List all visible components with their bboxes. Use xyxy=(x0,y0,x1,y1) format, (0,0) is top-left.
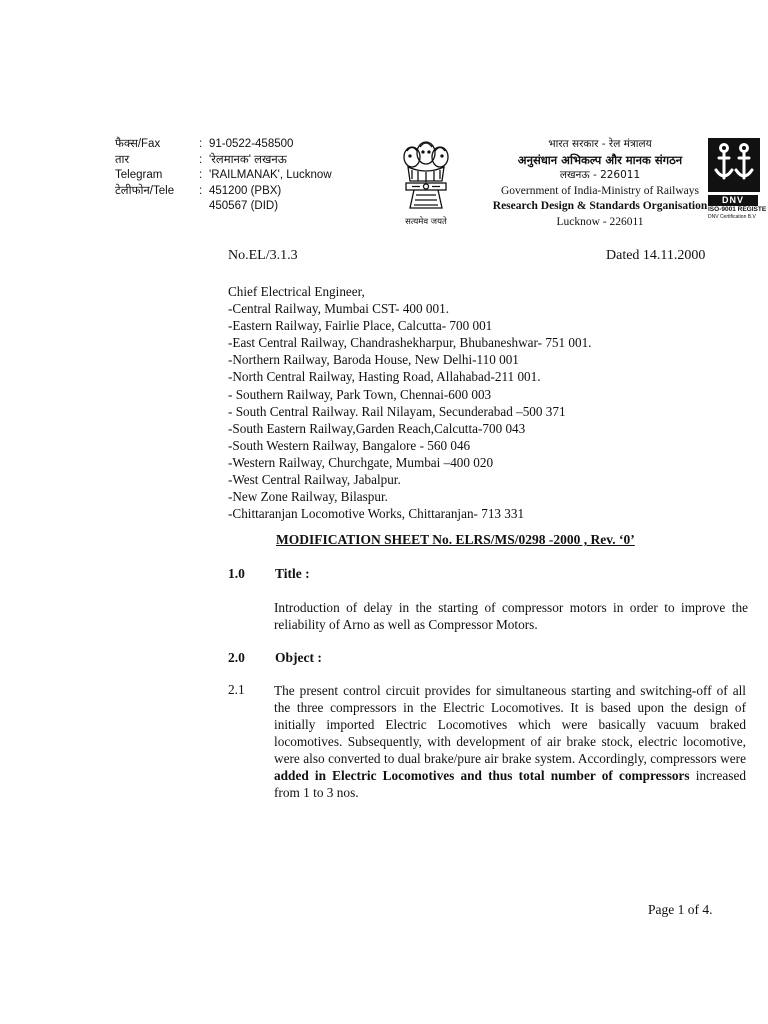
letter-date: Dated 14.11.2000 xyxy=(606,248,706,263)
contact-value: 451200 (PBX) xyxy=(209,184,282,197)
object-paragraph xyxy=(274,682,746,801)
organisation-block xyxy=(486,137,714,230)
addressee-line: -New Zone Railway, Bilaspur. xyxy=(228,489,388,505)
addressee-line: -West Central Railway, Jabalpur. xyxy=(228,472,401,488)
page-number: Page 1 of 4. xyxy=(648,902,713,917)
object-paragraph-end-text: increased from 1 to 3 nos. xyxy=(274,768,746,800)
title-paragraph: Introduction of delay in the starting of compressor motors in order to improve the reliability of Arno as well as Compressor Motors. xyxy=(274,600,748,632)
contact-label: फैक्स/Fax xyxy=(115,138,161,150)
dnv-badge: DNV xyxy=(708,195,758,206)
org-hindi-line3: लखनऊ - 226011 xyxy=(559,169,641,181)
section-number: 2.0 xyxy=(228,650,245,665)
section-number: 1.0 xyxy=(228,566,245,581)
addressee-line: -East Central Railway, Chandrashekharpur, Bhubaneshwar- 751 001. xyxy=(228,335,592,351)
national-emblem xyxy=(396,137,456,229)
contact-row-telegram: Telegram : 'RAILMANAK', Lucknow xyxy=(115,168,332,184)
org-hindi-line1: भारत सरकार - रेल मंत्रालय xyxy=(548,138,652,150)
object-paragraph-text: The present control circuit provides for simultaneous starting and switching-off of all the three compressors in the Electric Locomotives. It is based upon the design of initially imported Electric Locomotives which were basically vacuum braked locomotives. Subsequently, with development of air brake stock, electric locomotive, were also converted to dual brake/pure air brake system. Accordingly, compressors were xyxy=(274,683,746,766)
modification-sheet-title: MODIFICATION SHEET No. ELRS/MS/0298 -2000 , Rev. ‘0’ xyxy=(276,532,635,547)
addressee-line: -Western Railway, Churchgate, Mumbai –400 020 xyxy=(228,454,494,470)
dnv-symbol-box xyxy=(708,138,760,192)
addressee-line: Chief Electrical Engineer, xyxy=(228,284,365,299)
iso-registration-text: ISO-9001 REGISTE xyxy=(708,206,767,213)
addressee-line: -Chittaranjan Locomotive Works, Chittaranjan- 713 331 xyxy=(228,506,525,522)
certification-logo xyxy=(708,138,768,234)
subsection-number: 2.1 xyxy=(228,682,245,697)
contact-row-fax: फैक्स/Fax : 91-0522-458500 xyxy=(115,137,332,153)
contact-label: Telegram xyxy=(115,169,163,181)
contact-row-tele-2 xyxy=(115,199,332,215)
contact-value: 91-0522-458500 xyxy=(209,138,294,150)
addressee-line: - Southern Railway, Park Town, Chennai-600 003 xyxy=(228,386,492,402)
reference-number: No.EL/3.1.3 xyxy=(228,248,298,263)
org-hindi-line2: अनुसंधान अभिकल्प और मानक संगठन xyxy=(517,152,683,167)
addressee-line: -Central Railway, Mumbai CST- 400 001. xyxy=(228,301,449,317)
contact-block xyxy=(115,137,332,215)
contact-row-telegram-hindi: तार : 'रेलमानक' लखनऊ xyxy=(115,153,332,169)
org-english-line1: Government of India-Ministry of Railways xyxy=(500,184,699,197)
org-english-line3: Lucknow - 226011 xyxy=(556,215,644,228)
section-heading: Object : xyxy=(275,650,322,665)
certification-body-text: DNV Certification B.V xyxy=(708,214,756,220)
addressee-list xyxy=(228,283,591,522)
addressee-line: -Northern Railway, Baroda House, New Delhi-110 001 xyxy=(228,352,519,368)
section-heading: Title : xyxy=(275,566,310,581)
org-english-line2: Research Design & Standards Organisation xyxy=(492,200,708,212)
contact-row-tele: टेलीफोन/Tele : 451200 (PBX) xyxy=(115,184,332,200)
addressee-line: -Eastern Railway, Fairlie Place, Calcutta- 700 001 xyxy=(228,318,493,334)
addressee-line: -South Western Railway, Bangalore - 560 046 xyxy=(228,437,471,453)
contact-value: 'रेलमानक' लखनऊ xyxy=(209,153,287,166)
emblem-motto: सत्यमेव जयते xyxy=(405,217,447,227)
anchor-pair-icon xyxy=(709,139,759,191)
addressee-line: -South Eastern Railway,Garden Reach,Calcutta-700 043 xyxy=(228,420,526,436)
object-paragraph-bold-text: added in Electric Locomotives and thus total number of compressors xyxy=(274,768,690,783)
contact-label: तार xyxy=(115,153,130,166)
contact-value: 450567 (DID) xyxy=(209,200,279,212)
lion-capital-icon xyxy=(398,137,454,211)
contact-label: टेलीफोन/Tele xyxy=(115,184,175,197)
contact-value: 'RAILMANAK', Lucknow xyxy=(209,169,332,181)
addressee-line: -North Central Railway, Hasting Road, Allahabad-211 001. xyxy=(228,369,541,385)
addressee-line: - South Central Railway. Rail Nilayam, Secunderabad –500 371 xyxy=(228,403,566,419)
